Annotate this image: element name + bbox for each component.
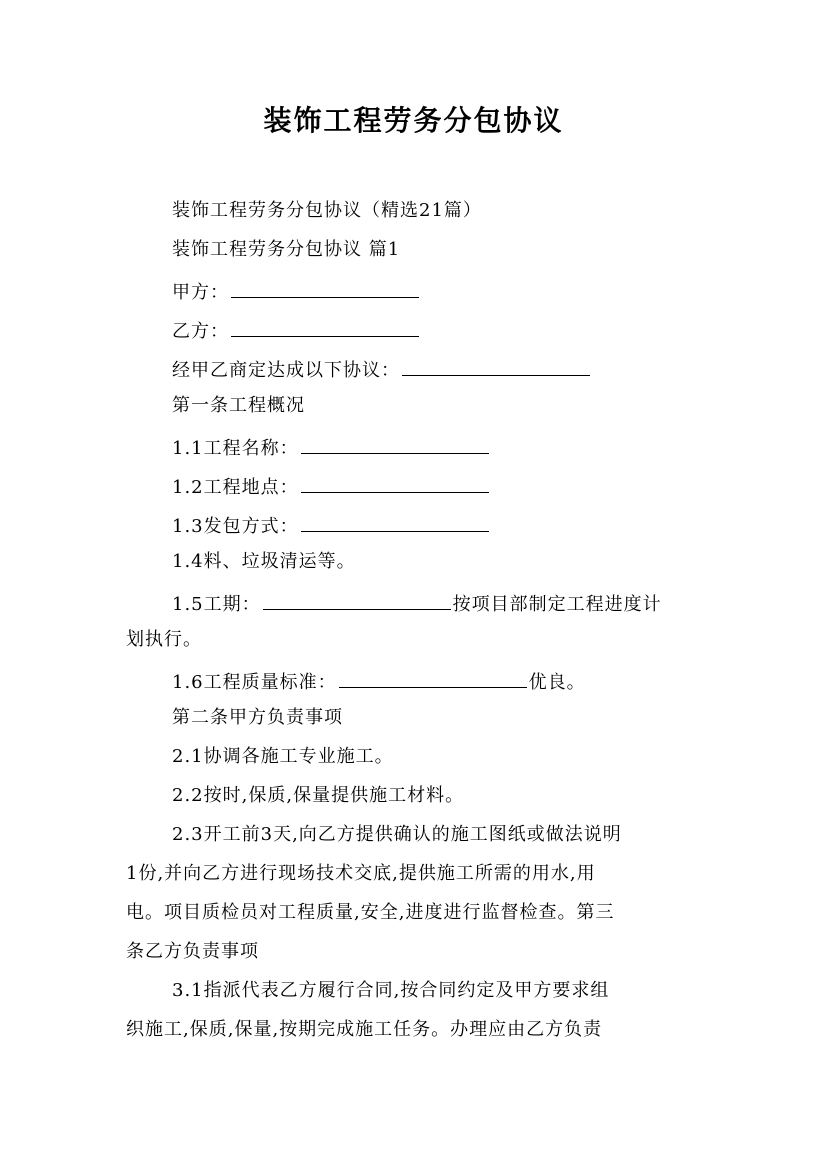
item-1-3-label: 1.3发包方式： (172, 516, 299, 537)
item-2-3-line-1: 2.3开工前3天,向乙方提供确认的施工图纸或做法说明 (172, 824, 622, 845)
item-2-3-line-4: 条乙方负责事项 (126, 941, 259, 962)
item-1-1-blank (301, 433, 489, 454)
item-1-1-line (172, 433, 491, 461)
party-b-label: 乙方： (172, 321, 229, 342)
item-1-4: 1.4料、垃圾清运等。 (172, 551, 356, 572)
agreement-intro-line (172, 355, 592, 383)
item-1-6-line (172, 667, 586, 695)
party-a-blank (231, 277, 419, 298)
document-title: 装饰工程劳务分包协议 (263, 104, 564, 137)
agreement-intro: 经甲乙商定达成以下协议： (172, 360, 400, 381)
item-1-5-continued: 划执行。 (126, 629, 202, 650)
agreement-blank (402, 355, 590, 376)
item-1-6-blank (339, 667, 527, 688)
item-1-6-label: 1.6工程质量标准： (172, 672, 337, 693)
item-2-3-line-3: 电。项目质检员对工程质量,安全,进度进行监督检查。第三 (126, 902, 615, 923)
article-heading: 装饰工程劳务分包协议 篇1 (172, 239, 401, 260)
document-subtitle: 装饰工程劳务分包协议（精选21篇） (172, 200, 482, 221)
item-2-2: 2.2按时,保质,保量提供施工材料。 (172, 785, 465, 806)
item-1-5-blank (263, 589, 451, 610)
item-3-1-line-1: 3.1指派代表乙方履行合同,按合同约定及甲方要求组 (172, 980, 610, 1001)
section2-title: 第二条甲方负责事项 (172, 707, 343, 728)
item-1-5-line (172, 589, 662, 617)
item-1-5-text: 按项目部制定工程进度计 (452, 594, 662, 615)
item-1-2-label: 1.2工程地点： (172, 477, 299, 498)
item-1-5-label: 1.5工期： (172, 594, 261, 615)
party-b-line (172, 316, 421, 344)
item-3-1-line-2: 织施工,保质,保量,按期完成施工任务。办理应由乙方负责 (126, 1019, 603, 1040)
item-2-1: 2.1协调各施工专业施工。 (172, 746, 394, 767)
item-1-2-blank (301, 472, 489, 493)
item-1-2-line (172, 472, 491, 500)
party-b-blank (231, 316, 419, 337)
item-1-3-blank (301, 511, 489, 532)
item-1-6-text: 优良。 (528, 672, 586, 693)
item-1-3-line (172, 511, 491, 539)
section1-title: 第一条工程概况 (172, 395, 305, 416)
item-2-3-line-2: 1份,并向乙方进行现场技术交底,提供施工所需的用水,用 (126, 863, 596, 884)
party-a-line (172, 277, 421, 305)
party-a-label: 甲方： (172, 282, 229, 303)
item-1-1-label: 1.1工程名称： (172, 438, 299, 459)
